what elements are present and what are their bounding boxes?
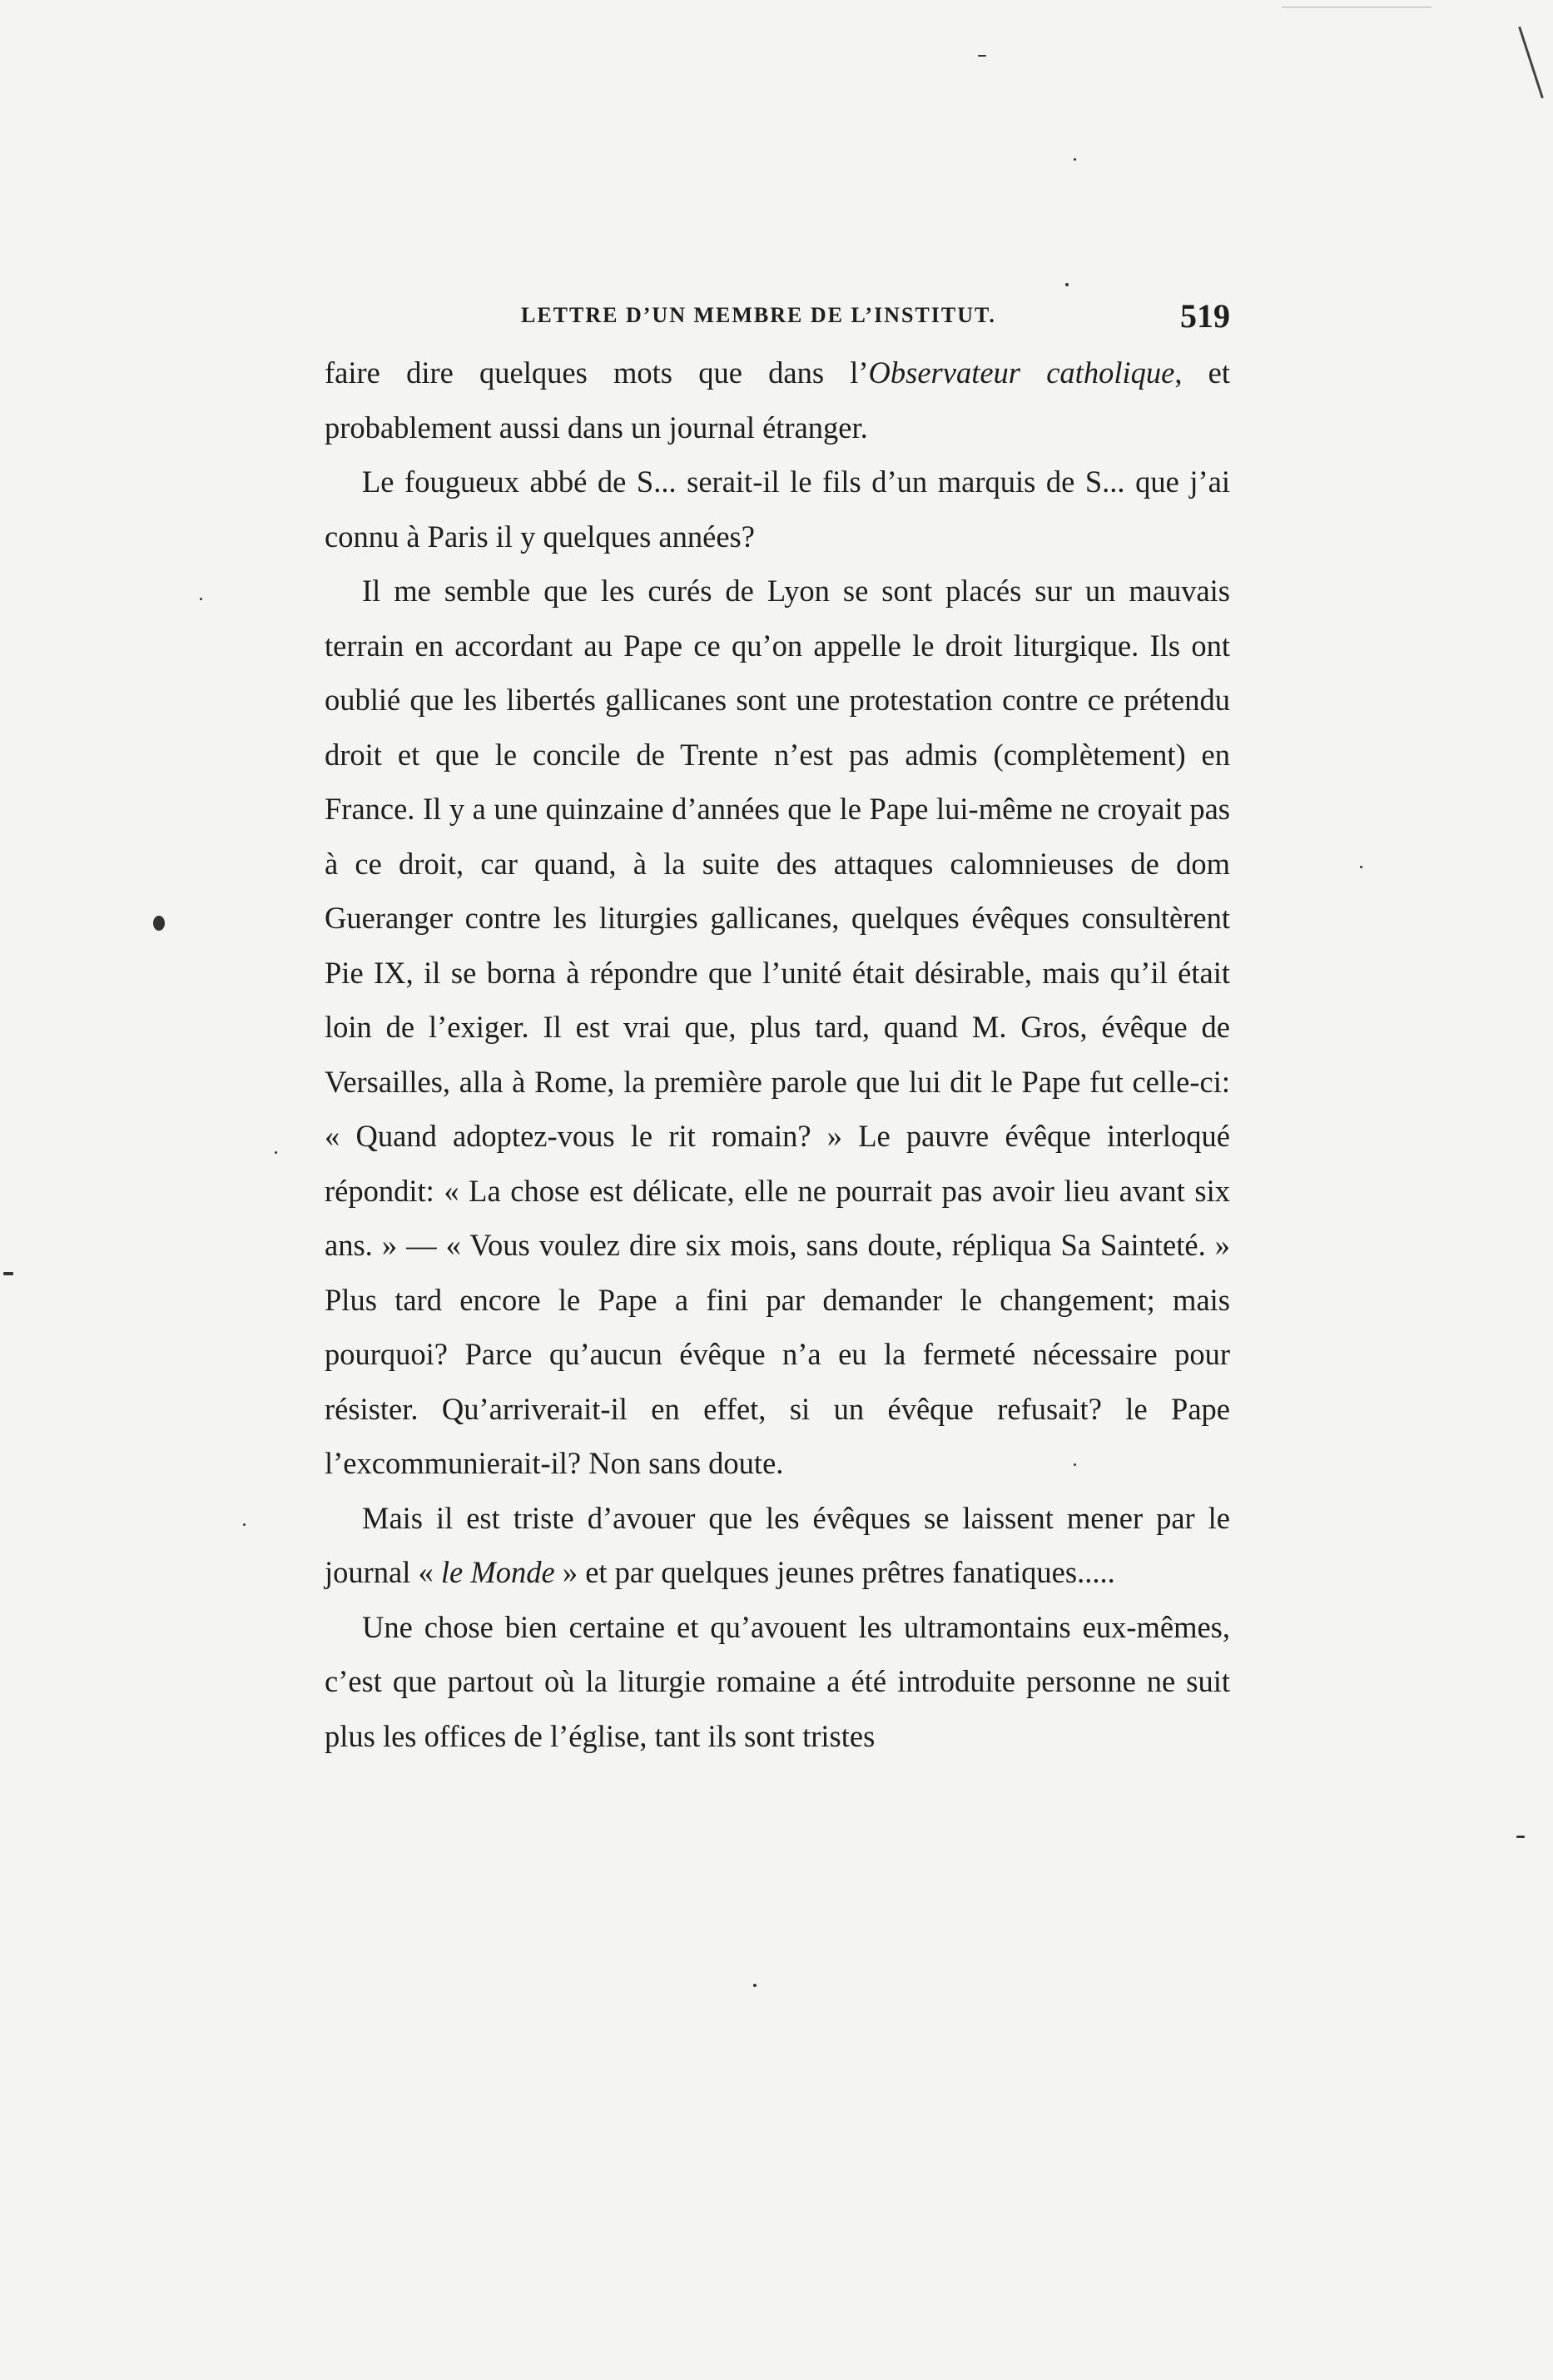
paragraph-continued: faire dire quelques mots que dans l’Observateur catholique, et probablement aussi dans un journal étranger.	[325, 355, 1230, 445]
newspaper-title: le Monde	[440, 1555, 555, 1589]
periodical-title: Observateur catholique	[868, 355, 1175, 390]
ink-speck	[978, 55, 986, 57]
ink-speck	[1065, 283, 1069, 286]
paragraph: Une chose bien certaine et qu’avouent les ultramontains eux-mêmes, c’est que partout où la liturgie romaine a été introduite personne ne suit plus les offices de l’église, tant ils sont tristes	[325, 1609, 1230, 1753]
ink-speck	[200, 598, 202, 600]
running-head	[325, 298, 1230, 340]
ink-speck	[753, 1984, 757, 1987]
paragraph: Le fougueux abbé de S... serait-il le fils d’un marquis de S... que j’ai connu à Paris il y quelques années?	[325, 465, 1230, 554]
ink-speck	[1516, 1836, 1525, 1838]
ink-speck	[1360, 866, 1362, 868]
page-number: 519	[1180, 297, 1230, 335]
paragraph: Il me semble que les curés de Lyon se sont placés sur un mauvais terrain en accordant au Pape ce qu’on appelle le droit liturgique. Ils ont oublié que les libertés gallicanes sont une protestation contre ce prétendu droit et que le concile de Trente n’est pas admis (complètement) en France. Il y a une quinzaine d’années que le Pape lui-même ne croyait pas à ce droit, car quand, à la suite des attaques calomnieuses de dom Gueranger contre les liturgies gallicanes, quelques évêques consultèrent Pie IX, il se borna à répondre que l’unité était désirable, mais qu’il était loin de l’exiger. Il est vrai que, plus tard, quand M. Gros, évêque de Versailles, alla à Rome, la première parole que lui dit le Pape fut celle-ci: « Quand adoptez-vous le rit romain? » Le pauvre évêque interloqué répondit: « La chose est délicate, elle ne pourrait pas avoir lieu avant six ans. » — « Vous voulez dire six mois, sans doute, répliqua Sa Sainteté. » Plus tard encore le Pape a fini par demander le changement; mais pourquoi? Parce qu’aucun évêque n’a eu la fermeté nécessaire pour résister. Qu’arriverait-il en effet, si un évêque refusait? le Pape l’excommunierait-il? Non sans doute.	[325, 574, 1230, 1480]
ink-speck	[275, 1151, 277, 1154]
ink-speck	[243, 1523, 246, 1526]
paragraph: Mais il est triste d’avouer que les évêques se laissent mener par le journal « le Monde » et par quelques jeunes prêtres fanatiques.....	[325, 1500, 1230, 1589]
ink-speck	[153, 916, 165, 931]
body-text	[325, 345, 1230, 1763]
ink-speck	[1074, 158, 1076, 161]
ink-speck	[3, 1272, 13, 1275]
scan-edge-mark	[1518, 27, 1544, 99]
running-title: LETTRE D’UN MEMBRE DE L’INSTITUT.	[521, 303, 996, 327]
